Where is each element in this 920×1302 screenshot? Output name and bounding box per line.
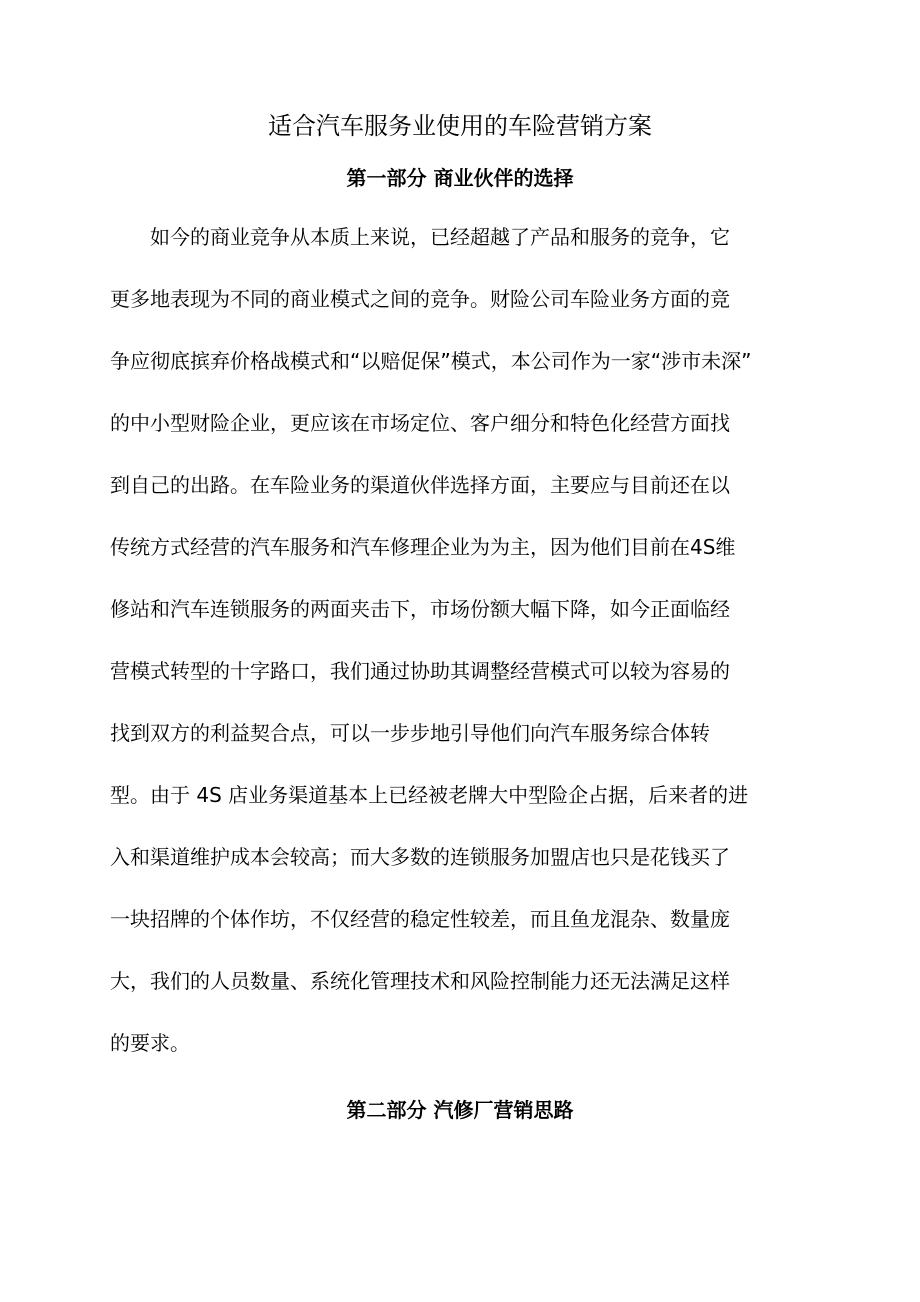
paragraph-line: 如今的商业竞争从本质上来说，已经超越了产品和服务的竞争，它 <box>110 225 730 249</box>
paragraph-line: 营模式转型的十字路口，我们通过协助其调整经营模式可以较为容易的 <box>110 659 730 683</box>
document-title: 适合汽车服务业使用的车险营销方案 <box>268 112 652 140</box>
paragraph-line: 型。由于 4S 店业务渠道基本上已经被老牌大中型险企占据，后来者的进 <box>110 783 749 807</box>
paragraph-line: 到自己的出路。在车险业务的渠道伙伴选择方面，主要应与目前还在以 <box>110 473 730 497</box>
paragraph-line: 的中小型财险企业，更应该在市场定位、客户细分和特色化经营方面找 <box>110 411 730 435</box>
paragraph-line: 大，我们的人员数量、系统化管理技术和风险控制能力还无法满足这样 <box>110 969 730 993</box>
paragraph-line: 的要求。 <box>110 1031 190 1055</box>
paragraph-line: 入和渠道维护成本会较高；而大多数的连锁服务加盟店也只是花钱买了 <box>110 845 730 869</box>
paragraph-line: 争应彻底摈弃价格战模式和“以赔促保”模式，本公司作为一家“涉市未深” <box>110 349 752 373</box>
section-heading-1: 第一部分 商业伙伴的选择 <box>346 166 574 190</box>
paragraph-line: 传统方式经营的汽车服务和汽车修理企业为为主，因为他们目前在4S维 <box>110 535 736 559</box>
paragraph-line: 更多地表现为不同的商业模式之间的竞争。财险公司车险业务方面的竞 <box>110 287 730 311</box>
paragraph-line: 修站和汽车连锁服务的两面夹击下，市场份额大幅下降，如今正面临经 <box>110 597 730 621</box>
paragraph-line: 一块招牌的个体作坊，不仅经营的稳定性较差，而且鱼龙混杂、数量庞 <box>110 907 730 931</box>
paragraph-line: 找到双方的利益契合点，可以一步步地引导他们向汽车服务综合体转 <box>110 721 710 745</box>
section-heading-2: 第二部分 汽修厂营销思路 <box>346 1098 574 1122</box>
